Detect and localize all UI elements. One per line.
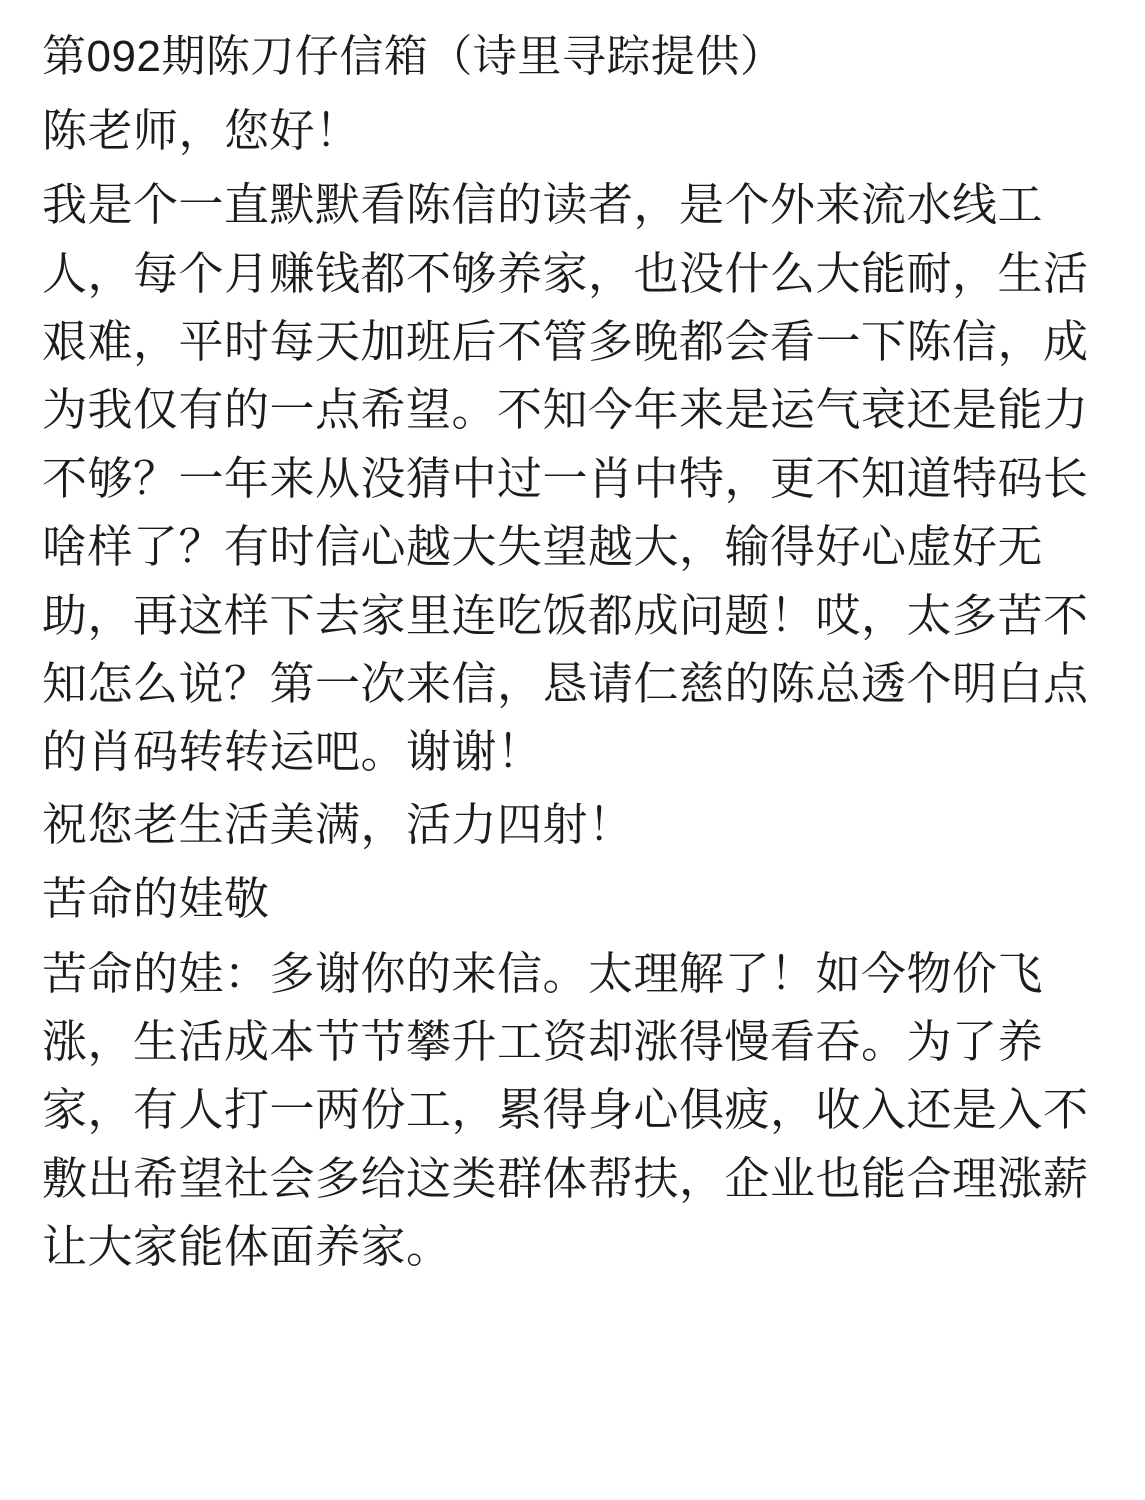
reply-body-text: 苦命的娃：多谢你的来信。太理解了！如今物价飞涨，生活成本节节攀升工资却涨得慢看吞。为了养家，有人打一两份工，累得身心俱疲，收入还是入不敷出希望社会多给这类群体帮扶，企业也能合理涨薪让大家能体面养家。 — [42, 947, 1089, 1273]
letter-signature: 苦命的娃敬 — [42, 873, 270, 925]
document-title: 第092期陈刀仔信箱（诗里寻踪提供） — [42, 32, 785, 81]
letter-greeting: 陈老师，您好！ — [42, 104, 361, 156]
letter-body-text: 我是个一直默默看陈信的读者，是个外来流水线工人，每个月赚钱都不够养家，也没什么大能耐，生活艰难，平时每天加班后不管多晚都会看一下陈信，成为我仅有的一点希望。不知今年来是运气衰还是能力不够？一年来从没猜中过一肖中特，更不知道特码长啥样了？有时信心越大失望越大，输得好心虚好无助，再这样下去家里连吃饭都成问题！哎，太多苦不知怎么说？第一次来信，恳请仁慈的陈总透个明白点的肖码转转运吧。谢谢！ — [42, 179, 1089, 778]
letter-blessing: 祝您老生活美满，活力四射！ — [42, 798, 634, 850]
document-body — [42, 24, 1103, 1282]
